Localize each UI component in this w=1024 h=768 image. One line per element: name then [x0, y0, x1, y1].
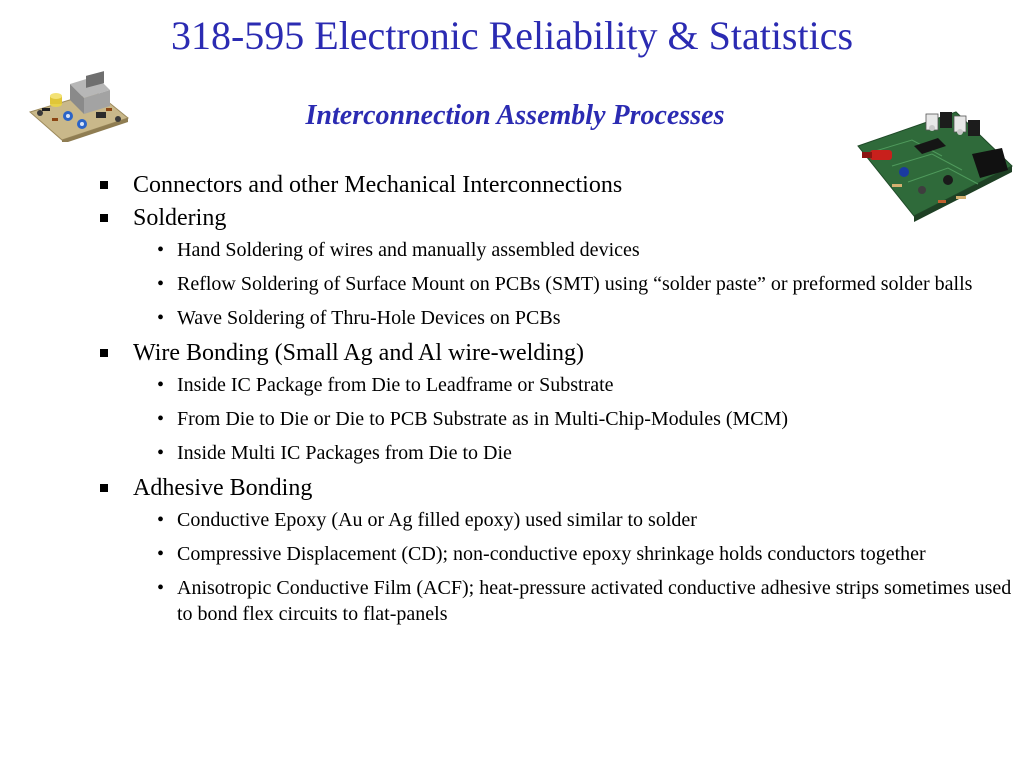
sub-bullet-text: Compressive Displacement (CD); non-conductive epoxy shrinkage holds conductors together	[177, 543, 926, 565]
sub-bullet-text: Inside IC Package from Die to Leadframe or Substrate	[177, 374, 614, 396]
list-item	[100, 339, 1020, 466]
sub-bullet-text: Wave Soldering of Thru-Hole Devices on PCBs	[177, 307, 561, 329]
dot-bullet-icon: •	[157, 273, 165, 295]
dot-bullet-icon: •	[157, 442, 165, 464]
sub-bullet-text: Conductive Epoxy (Au or Ag filled epoxy) used similar to solder	[177, 509, 697, 531]
list-item	[100, 171, 1020, 200]
sub-list-item	[133, 271, 1017, 297]
sub-list	[133, 507, 1020, 627]
sub-list-item	[133, 575, 1017, 627]
sub-list-item	[133, 237, 1017, 263]
sub-list	[133, 372, 1020, 466]
square-bullet-icon	[100, 349, 108, 357]
sub-bullet-text: Inside Multi IC Packages from Die to Die	[177, 442, 512, 464]
square-bullet-icon	[100, 484, 108, 492]
square-bullet-icon	[100, 214, 108, 222]
dot-bullet-icon: •	[157, 307, 165, 329]
sub-bullet-text: Anisotropic Conductive Film (ACF); heat-pressure activated conductive adhesive strips sometimes used to bond flex circuits to flat-panels	[177, 577, 1012, 625]
sub-list-item	[133, 440, 1017, 466]
sub-list	[133, 237, 1020, 331]
pcb-transformer-board-icon	[26, 62, 130, 142]
dot-bullet-icon: •	[157, 543, 165, 565]
dot-bullet-icon: •	[157, 239, 165, 261]
bullet-text: Soldering	[133, 205, 227, 231]
dot-bullet-icon: •	[157, 408, 165, 430]
bullet-outline	[100, 171, 1020, 635]
bullet-text: Wire Bonding (Small Ag and Al wire-welding)	[133, 340, 584, 366]
slide-title: 318-595 Electronic Reliability & Statistics	[170, 13, 854, 58]
sub-bullet-text: From Die to Die or Die to PCB Substrate as in Multi-Chip-Modules (MCM)	[177, 408, 789, 430]
sub-bullet-text: Reflow Soldering of Surface Mount on PCBs (SMT) using “solder paste” or preformed solder balls	[177, 273, 973, 295]
list-item	[100, 204, 1020, 331]
slide-subtitle: Interconnection Assembly Processes	[305, 100, 725, 131]
dot-bullet-icon: •	[157, 577, 165, 599]
sub-list-item	[133, 305, 1017, 331]
sub-list-item	[133, 507, 1017, 533]
sub-list-item	[133, 372, 1017, 398]
bullet-text: Adhesive Bonding	[133, 475, 313, 501]
sub-bullet-text: Hand Soldering of wires and manually assembled devices	[177, 239, 640, 261]
sub-list-item	[133, 541, 1017, 567]
square-bullet-icon	[100, 181, 108, 189]
list-item	[100, 474, 1020, 627]
sub-list-item	[133, 406, 1017, 432]
dot-bullet-icon: •	[157, 509, 165, 531]
bullet-text: Connectors and other Mechanical Interconnections	[133, 172, 623, 198]
dot-bullet-icon: •	[157, 374, 165, 396]
